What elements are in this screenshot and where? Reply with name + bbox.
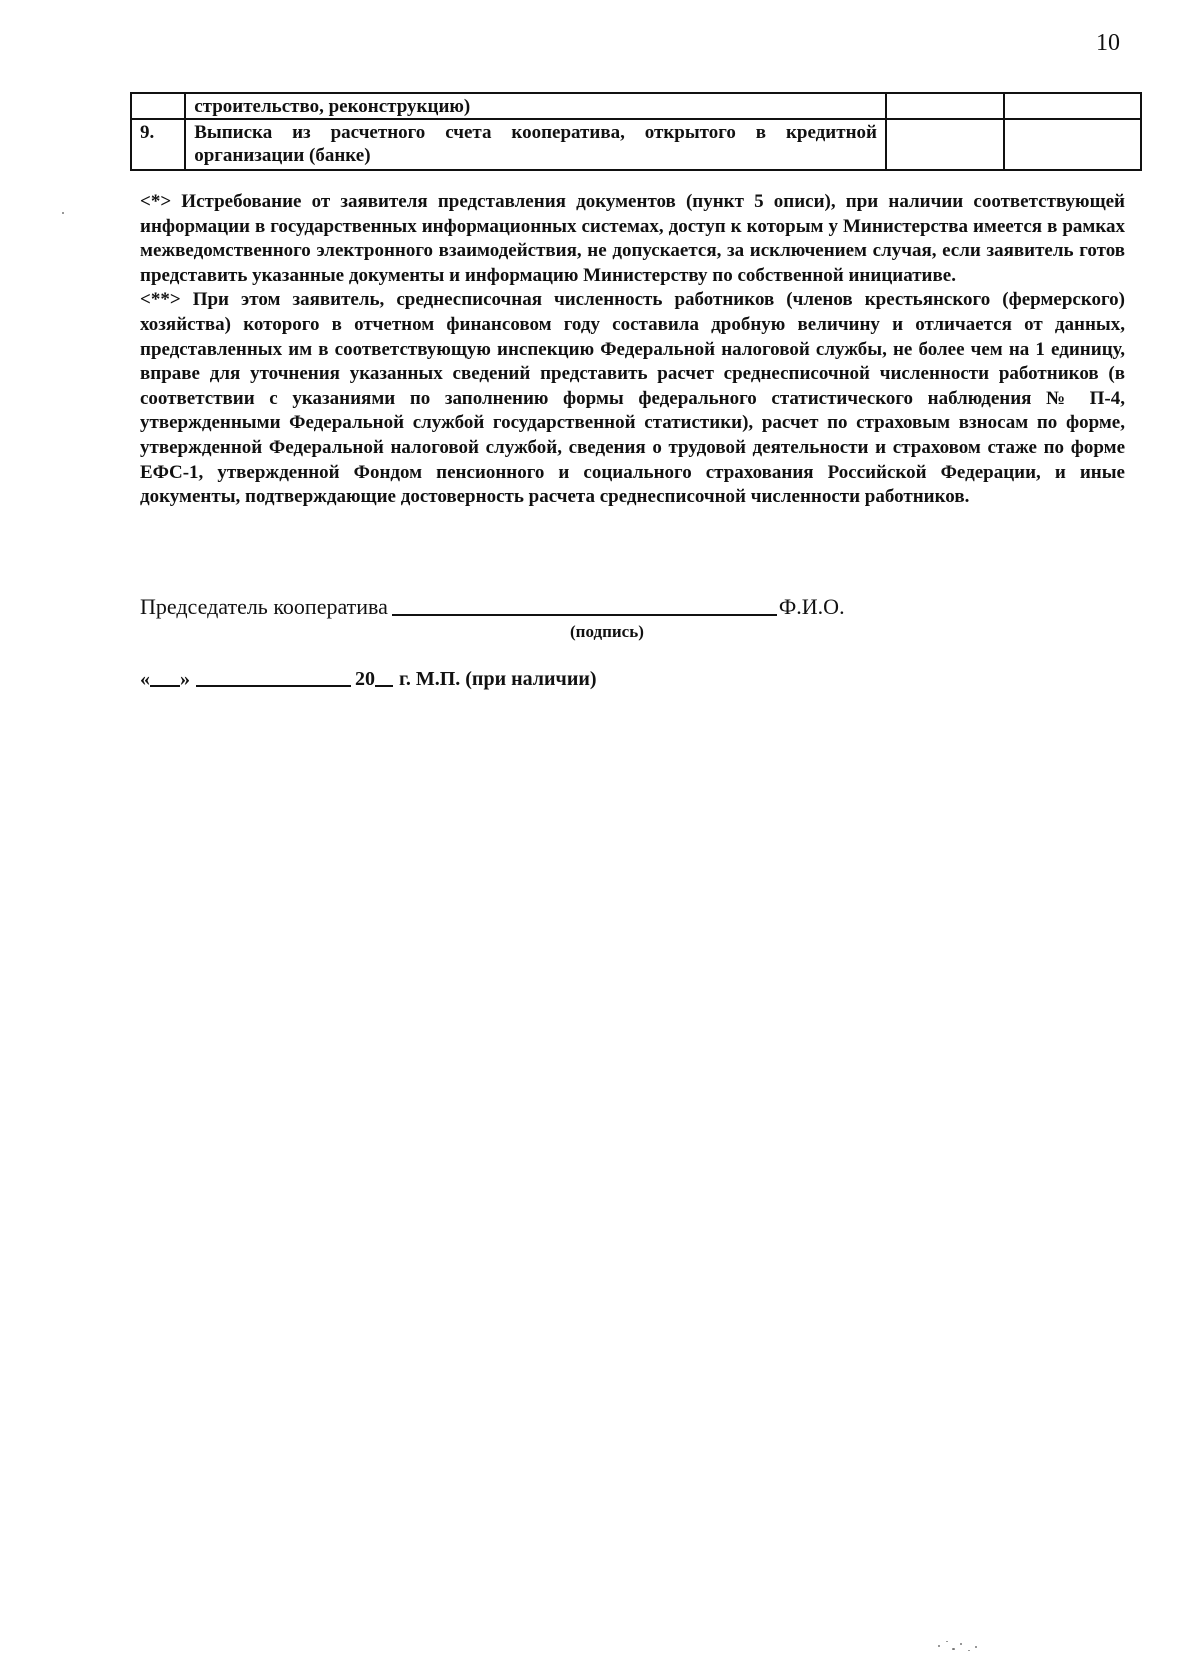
row-number: 9. (131, 119, 185, 170)
footnote-double-asterisk: <**> При этом заявитель, среднесписочная численность работников (членов крестьянского (фермерского) хозяйства) которого в отчетном финансовом году составила дробную величину и отличается от данных, представленных им в соответствующую инспекцию Федеральной налоговой службы, не более чем на 1 единицу, вправе для уточнения указанных сведений представить расчет среднесписочной численности работников (в соответствии с указаниями по заполнению формы федерального статистического наблюдения № П-4, утвержденными Федеральной службой государственной статистики), расчет по страховым взносам по форме, утвержденной Федеральной налоговой службой, сведения о трудовой деятельности и страховом стаже по форме ЕФС-1, утвержденной Фондом пенсионного и социального страхования Российской Федерации, и иные документы, подтверждающие достоверность расчета среднесписочной численности работников. (140, 289, 1125, 508)
signature-caption: (подпись) (570, 622, 644, 641)
documents-table (130, 92, 1142, 171)
footnotes (140, 190, 1125, 510)
month-blank (196, 685, 351, 687)
empty-cell (886, 119, 1004, 170)
scan-speck (62, 212, 64, 214)
date-open-quote: « (140, 668, 150, 690)
scan-speck (946, 1641, 948, 1642)
row-number (131, 93, 185, 119)
row-text: Выписка из расчетного счета кооператива, открытого в кредитной организации (банке) (185, 119, 886, 170)
scan-speck (960, 1643, 962, 1645)
footnote-single-asterisk: <*> Истребование от заявителя представления документов (пункт 5 описи), при наличии соответствующей информации в государственных информационных системах, доступ к которым у Министерства имеется в рамках межведомственного электронного взаимодействия, не допускается, за исключением случая, если заявитель готов представить указанные документы и информацию Министерству по собственной инициативе. (140, 191, 1125, 286)
date-suffix: г. М.П. (при наличии) (399, 668, 597, 690)
scan-speck (952, 1648, 955, 1650)
year-blank (375, 685, 393, 687)
empty-cell (1004, 119, 1141, 170)
signature-blank (392, 614, 777, 616)
table-row (131, 93, 1141, 119)
scan-speck (968, 1650, 970, 1651)
empty-cell (1004, 93, 1141, 119)
signature-name-label: Ф.И.О. (778, 594, 845, 619)
date-close-quote: » (180, 668, 190, 690)
signature-label: Председатель кооператива (140, 594, 388, 619)
scan-speck (975, 1646, 977, 1648)
day-blank (150, 685, 180, 687)
table-row (131, 119, 1141, 170)
year-prefix: 20 (355, 668, 375, 690)
row-text: строительство, реконструкцию) (185, 93, 886, 119)
signature-line (140, 594, 845, 620)
scan-speck (938, 1645, 940, 1647)
page-number: 10 (1096, 30, 1120, 56)
date-line (140, 668, 597, 691)
empty-cell (886, 93, 1004, 119)
